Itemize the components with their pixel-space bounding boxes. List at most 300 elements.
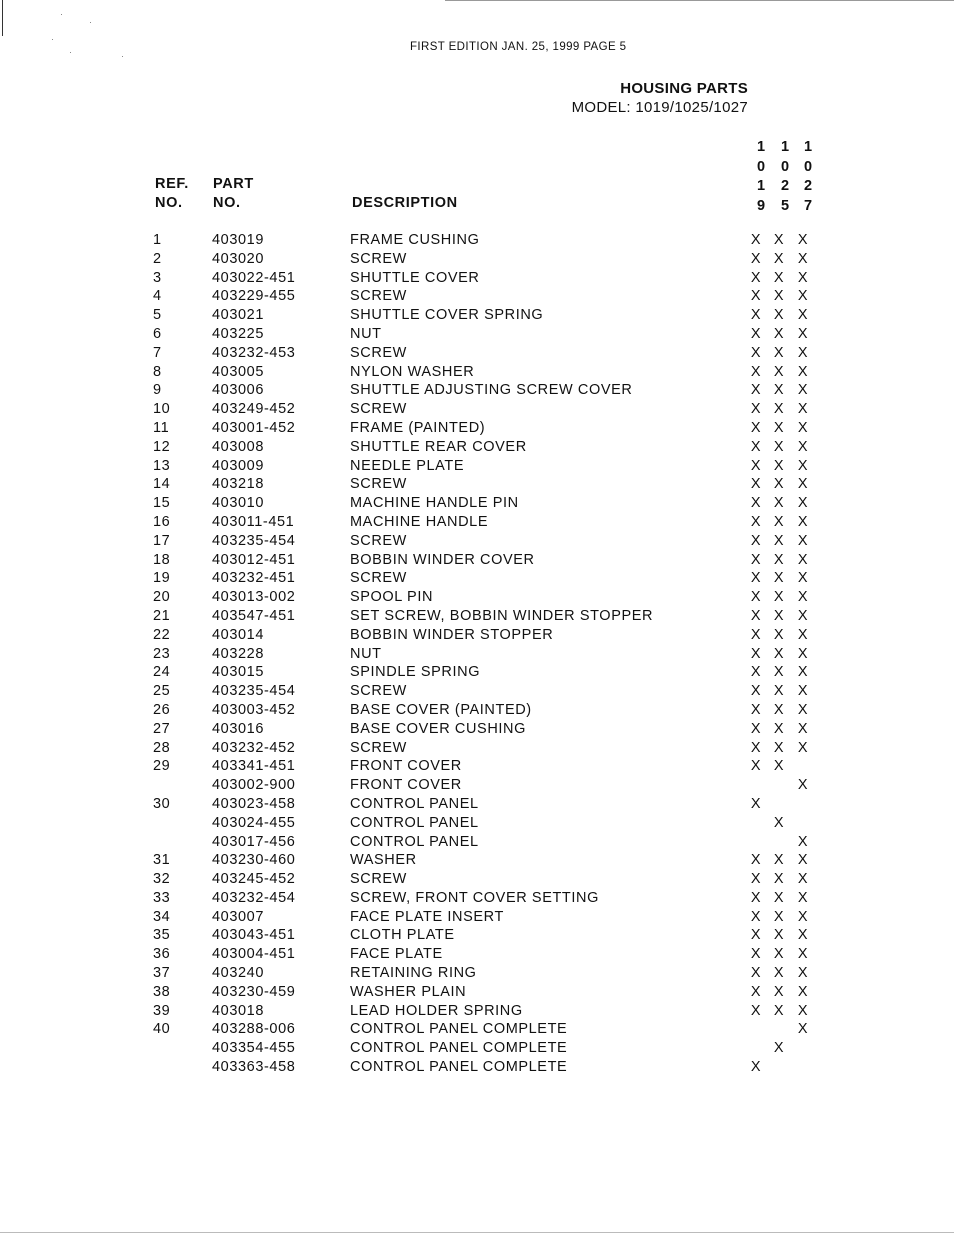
model-applicability-mark: X	[797, 739, 809, 756]
part-header-no: NO.	[213, 195, 241, 211]
scan-speck	[52, 39, 53, 40]
model-applicability-mark: X	[750, 589, 762, 606]
model-applicability-mark: X	[797, 250, 809, 267]
ref-number: 13	[153, 457, 171, 474]
table-row	[0, 870, 954, 889]
part-number: 403043-451	[212, 927, 296, 944]
model-applicability-mark: X	[773, 344, 785, 361]
edition-line: FIRST EDITION JAN. 25, 1999 PAGE 5	[410, 41, 627, 53]
model-digit: 9	[756, 197, 766, 214]
model-applicability-mark: X	[773, 607, 785, 624]
model-applicability-mark: X	[773, 532, 785, 549]
part-number: 403232-454	[212, 889, 296, 906]
ref-number: 10	[153, 401, 171, 418]
table-row	[0, 231, 954, 250]
part-description: MACHINE HANDLE PIN	[350, 495, 519, 512]
model-applicability-mark: X	[773, 551, 785, 568]
model-applicability-mark: X	[773, 288, 785, 305]
table-row	[0, 814, 954, 833]
model-digit: 7	[803, 197, 813, 214]
table-row	[0, 701, 954, 720]
part-description: CONTROL PANEL COMPLETE	[350, 1059, 568, 1076]
table-row	[0, 945, 954, 964]
model-applicability-mark: X	[750, 513, 762, 530]
model-applicability-mark: X	[750, 983, 762, 1000]
part-description: FRONT COVER	[350, 758, 462, 775]
table-row	[0, 306, 954, 325]
section-title: HOUSING PARTS	[620, 80, 748, 97]
part-description: LEAD HOLDER SPRING	[350, 1002, 523, 1019]
part-number: 403232-452	[212, 739, 296, 756]
ref-number: 37	[153, 965, 171, 982]
model-applicability-mark: X	[797, 288, 809, 305]
model-applicability-mark: X	[773, 645, 785, 662]
table-row	[0, 1039, 954, 1058]
model-applicability-mark: X	[797, 889, 809, 906]
part-number: 403235-454	[212, 683, 296, 700]
ref-number: 30	[153, 795, 171, 812]
model-applicability-mark: X	[773, 476, 785, 493]
ref-number: 4	[153, 288, 162, 305]
part-description: MACHINE HANDLE	[350, 513, 489, 530]
ref-header-no: NO.	[155, 195, 183, 211]
model-applicability-mark: X	[797, 438, 809, 455]
model-header-1027	[801, 138, 815, 216]
model-header-1025	[778, 138, 792, 216]
ref-number: 3	[153, 269, 162, 286]
part-number: 403004-451	[212, 946, 296, 963]
model-applicability-mark: X	[750, 852, 762, 869]
part-number: 403240	[212, 965, 264, 982]
ref-number: 27	[153, 720, 171, 737]
model-applicability-mark: X	[797, 777, 809, 794]
model-applicability-mark: X	[750, 250, 762, 267]
table-row	[0, 851, 954, 870]
model-applicability-mark: X	[750, 495, 762, 512]
table-row	[0, 381, 954, 400]
table-row	[0, 908, 954, 927]
model-line: MODEL: 1019/1025/1027	[571, 99, 748, 116]
model-digit: 0	[803, 158, 813, 175]
model-applicability-mark: X	[797, 344, 809, 361]
ref-number: 22	[153, 626, 171, 643]
part-number: 403245-452	[212, 871, 296, 888]
part-description: SHUTTLE REAR COVER	[350, 438, 527, 455]
part-number: 403006	[212, 382, 264, 399]
part-number: 403288-006	[212, 1021, 296, 1038]
model-header-1019	[754, 138, 768, 216]
ref-number: 20	[153, 589, 171, 606]
part-number: 403232-453	[212, 344, 296, 361]
model-applicability-mark: X	[797, 664, 809, 681]
table-row	[0, 419, 954, 438]
model-applicability-mark: X	[797, 476, 809, 493]
model-applicability-mark: X	[750, 664, 762, 681]
ref-number: 28	[153, 739, 171, 756]
model-applicability-mark: X	[773, 1002, 785, 1019]
model-applicability-mark: X	[797, 401, 809, 418]
model-applicability-mark: X	[797, 720, 809, 737]
table-row	[0, 363, 954, 382]
model-applicability-mark: X	[797, 871, 809, 888]
part-number: 403021	[212, 307, 264, 324]
part-number: 403022-451	[212, 269, 296, 286]
model-applicability-mark: X	[797, 908, 809, 925]
model-applicability-mark: X	[773, 965, 785, 982]
model-applicability-mark: X	[773, 457, 785, 474]
model-applicability-mark: X	[750, 795, 762, 812]
part-description: FRAME CUSHING	[350, 232, 480, 248]
model-applicability-mark: X	[797, 269, 809, 286]
part-description: NUT	[350, 645, 382, 662]
model-applicability-mark: X	[797, 551, 809, 568]
model-applicability-mark: X	[797, 495, 809, 512]
part-description: SCREW	[350, 288, 407, 305]
part-number: 403003-452	[212, 701, 296, 718]
model-applicability-mark: X	[773, 889, 785, 906]
part-description: SCREW	[350, 476, 407, 493]
part-number: 403228	[212, 645, 264, 662]
ref-number: 32	[153, 871, 171, 888]
ref-number: 8	[153, 363, 162, 380]
table-row	[0, 457, 954, 476]
scan-speck	[61, 14, 62, 15]
table-row	[0, 513, 954, 532]
table-row	[0, 682, 954, 701]
model-applicability-mark: X	[750, 871, 762, 888]
part-description: FRAME (PAINTED)	[350, 419, 486, 436]
model-applicability-mark: X	[773, 513, 785, 530]
model-applicability-mark: X	[773, 269, 785, 286]
model-applicability-mark: X	[750, 701, 762, 718]
part-number: 403225	[212, 325, 264, 342]
model-applicability-mark: X	[750, 363, 762, 380]
model-applicability-mark: X	[750, 720, 762, 737]
model-digit: 1	[803, 139, 813, 155]
part-description: FACE PLATE INSERT	[350, 908, 504, 925]
model-applicability-mark: X	[797, 965, 809, 982]
ref-number: 16	[153, 513, 171, 530]
part-number: 403008	[212, 438, 264, 455]
model-applicability-mark: X	[797, 1021, 809, 1038]
model-applicability-mark: X	[750, 946, 762, 963]
model-applicability-mark: X	[750, 288, 762, 305]
ref-number: 26	[153, 701, 171, 718]
part-number: 403547-451	[212, 607, 296, 624]
model-applicability-mark: X	[773, 626, 785, 643]
ref-number: 1	[153, 232, 162, 248]
model-digit: 1	[756, 178, 766, 194]
model-digit: 5	[780, 197, 790, 214]
model-applicability-mark: X	[773, 232, 785, 248]
ref-number: 33	[153, 889, 171, 906]
table-row	[0, 720, 954, 739]
table-row	[0, 551, 954, 570]
part-description: CONTROL PANEL	[350, 833, 479, 850]
model-applicability-mark: X	[797, 645, 809, 662]
table-row	[0, 1002, 954, 1021]
part-description: SHUTTLE COVER	[350, 269, 480, 286]
part-description: SHUTTLE ADJUSTING SCREW COVER	[350, 382, 633, 399]
model-applicability-mark: X	[773, 438, 785, 455]
model-applicability-mark: X	[773, 927, 785, 944]
model-applicability-mark: X	[797, 570, 809, 587]
model-applicability-mark: X	[773, 983, 785, 1000]
model-applicability-mark: X	[797, 683, 809, 700]
model-applicability-mark: X	[797, 307, 809, 324]
table-row	[0, 926, 954, 945]
model-applicability-mark: X	[773, 758, 785, 775]
ref-number: 29	[153, 758, 171, 775]
model-applicability-mark: X	[773, 908, 785, 925]
part-number: 403019	[212, 232, 264, 248]
scan-speck	[122, 56, 123, 57]
model-digit: 1	[756, 139, 766, 155]
model-applicability-mark: X	[750, 607, 762, 624]
table-row	[0, 588, 954, 607]
part-description: SCREW, FRONT COVER SETTING	[350, 889, 599, 906]
part-number: 403218	[212, 476, 264, 493]
ref-number: 25	[153, 683, 171, 700]
table-row	[0, 645, 954, 664]
scan-speck	[90, 22, 91, 23]
model-applicability-mark: X	[750, 1059, 762, 1076]
table-row	[0, 983, 954, 1002]
part-description: BOBBIN WINDER STOPPER	[350, 626, 554, 643]
ref-number: 34	[153, 908, 171, 925]
model-applicability-mark: X	[750, 419, 762, 436]
model-applicability-mark: X	[773, 589, 785, 606]
model-applicability-mark: X	[773, 401, 785, 418]
table-row	[0, 889, 954, 908]
table-row	[0, 400, 954, 419]
part-number: 403014	[212, 626, 264, 643]
model-applicability-mark: X	[750, 232, 762, 248]
model-digit: 2	[803, 178, 813, 194]
table-row	[0, 626, 954, 645]
part-description: SCREW	[350, 683, 407, 700]
model-applicability-mark: X	[773, 382, 785, 399]
part-description: WASHER	[350, 852, 417, 869]
part-number: 403023-458	[212, 795, 296, 812]
part-number: 403001-452	[212, 419, 296, 436]
model-applicability-mark: X	[750, 1002, 762, 1019]
model-applicability-mark: X	[797, 946, 809, 963]
part-description: SET SCREW, BOBBIN WINDER STOPPER	[350, 607, 654, 624]
model-applicability-mark: X	[797, 589, 809, 606]
part-description: FRONT COVER	[350, 777, 462, 794]
model-applicability-mark: X	[773, 325, 785, 342]
part-number: 403230-460	[212, 852, 296, 869]
part-number: 403017-456	[212, 833, 296, 850]
part-number: 403018	[212, 1002, 264, 1019]
model-applicability-mark: X	[750, 551, 762, 568]
model-applicability-mark: X	[797, 852, 809, 869]
model-applicability-mark: X	[750, 382, 762, 399]
part-number: 403232-451	[212, 570, 296, 587]
part-description: CONTROL PANEL COMPLETE	[350, 1021, 568, 1038]
part-number: 403229-455	[212, 288, 296, 305]
part-description: SCREW	[350, 871, 407, 888]
table-row	[0, 269, 954, 288]
part-description: CLOTH PLATE	[350, 927, 455, 944]
part-description: BASE COVER CUSHING	[350, 720, 526, 737]
model-applicability-mark: X	[797, 607, 809, 624]
ref-number: 6	[153, 325, 162, 342]
part-number: 403016	[212, 720, 264, 737]
ref-number: 5	[153, 307, 162, 324]
model-applicability-mark: X	[750, 438, 762, 455]
part-number: 403005	[212, 363, 264, 380]
part-header: PART	[213, 176, 254, 192]
ref-number: 18	[153, 551, 171, 568]
model-applicability-mark: X	[773, 814, 785, 831]
table-row	[0, 494, 954, 513]
model-applicability-mark: X	[750, 908, 762, 925]
ref-number: 31	[153, 852, 171, 869]
table-row	[0, 739, 954, 758]
model-applicability-mark: X	[750, 739, 762, 756]
model-applicability-mark: X	[750, 532, 762, 549]
part-description: FACE PLATE	[350, 946, 443, 963]
model-applicability-mark: X	[773, 720, 785, 737]
model-applicability-mark: X	[773, 871, 785, 888]
model-applicability-mark: X	[797, 457, 809, 474]
model-applicability-mark: X	[773, 701, 785, 718]
part-number: 403015	[212, 664, 264, 681]
model-applicability-mark: X	[773, 852, 785, 869]
ref-number: 14	[153, 476, 171, 493]
part-description: SCREW	[350, 250, 407, 267]
model-applicability-mark: X	[797, 833, 809, 850]
part-description: SPINDLE SPRING	[350, 664, 481, 681]
part-description: NYLON WASHER	[350, 363, 475, 380]
table-row	[0, 1020, 954, 1039]
part-description: WASHER PLAIN	[350, 983, 467, 1000]
part-number: 403341-451	[212, 758, 296, 775]
model-applicability-mark: X	[773, 307, 785, 324]
ref-number: 23	[153, 645, 171, 662]
part-number: 403024-455	[212, 814, 296, 831]
part-number: 403020	[212, 250, 264, 267]
part-description: RETAINING RING	[350, 965, 477, 982]
page-top-edge	[445, 0, 954, 1]
model-applicability-mark: X	[773, 1040, 785, 1057]
part-number: 403002-900	[212, 777, 296, 794]
part-number: 403363-458	[212, 1059, 296, 1076]
model-digit: 0	[780, 158, 790, 175]
table-row	[0, 475, 954, 494]
model-applicability-mark: X	[750, 927, 762, 944]
model-applicability-mark: X	[797, 1002, 809, 1019]
model-applicability-mark: X	[750, 325, 762, 342]
page-bottom-edge	[0, 1232, 954, 1233]
model-applicability-mark: X	[797, 626, 809, 643]
part-description: CONTROL PANEL	[350, 795, 479, 812]
model-applicability-mark: X	[750, 889, 762, 906]
part-description: SHUTTLE COVER SPRING	[350, 307, 544, 324]
part-number: 403010	[212, 495, 264, 512]
table-row	[0, 569, 954, 588]
table-row	[0, 250, 954, 269]
model-digit: 2	[780, 178, 790, 194]
part-description: BOBBIN WINDER COVER	[350, 551, 535, 568]
table-row	[0, 964, 954, 983]
part-description: NEEDLE PLATE	[350, 457, 465, 474]
part-description: BASE COVER (PAINTED)	[350, 701, 532, 718]
model-applicability-mark: X	[750, 344, 762, 361]
part-description: SPOOL PIN	[350, 589, 434, 606]
table-row	[0, 1058, 954, 1077]
model-applicability-mark: X	[773, 250, 785, 267]
part-number: 403007	[212, 908, 264, 925]
model-applicability-mark: X	[773, 664, 785, 681]
part-description: SCREW	[350, 570, 407, 587]
ref-number: 38	[153, 983, 171, 1000]
model-applicability-mark: X	[797, 419, 809, 436]
table-row	[0, 833, 954, 852]
part-description: CONTROL PANEL	[350, 814, 479, 831]
model-applicability-mark: X	[773, 495, 785, 512]
model-applicability-mark: X	[773, 683, 785, 700]
model-applicability-mark: X	[797, 701, 809, 718]
ref-number: 24	[153, 664, 171, 681]
table-row	[0, 344, 954, 363]
ref-number: 11	[153, 419, 170, 436]
table-row	[0, 663, 954, 682]
ref-number: 7	[153, 344, 162, 361]
model-applicability-mark: X	[797, 532, 809, 549]
part-number: 403009	[212, 457, 264, 474]
table-row	[0, 438, 954, 457]
model-applicability-mark: X	[773, 363, 785, 380]
part-description: NUT	[350, 325, 382, 342]
ref-number: 15	[153, 495, 171, 512]
model-applicability-mark: X	[773, 739, 785, 756]
model-applicability-mark: X	[750, 645, 762, 662]
table-row	[0, 776, 954, 795]
table-row	[0, 287, 954, 306]
part-number: 403249-452	[212, 401, 296, 418]
ref-number: 36	[153, 946, 171, 963]
part-description: SCREW	[350, 344, 407, 361]
model-applicability-mark: X	[797, 382, 809, 399]
part-description: CONTROL PANEL COMPLETE	[350, 1040, 568, 1057]
ref-number: 12	[153, 438, 171, 455]
model-applicability-mark: X	[773, 570, 785, 587]
model-digit: 0	[756, 158, 766, 175]
part-description: SCREW	[350, 401, 407, 418]
part-description: SCREW	[350, 532, 407, 549]
ref-number: 19	[153, 570, 171, 587]
table-row	[0, 607, 954, 626]
model-applicability-mark: X	[750, 758, 762, 775]
model-applicability-mark: X	[797, 927, 809, 944]
model-applicability-mark: X	[773, 946, 785, 963]
ref-number: 2	[153, 250, 162, 267]
model-applicability-mark: X	[750, 269, 762, 286]
part-description: SCREW	[350, 739, 407, 756]
model-applicability-mark: X	[750, 683, 762, 700]
model-applicability-mark: X	[750, 570, 762, 587]
table-row	[0, 757, 954, 776]
part-number: 403012-451	[212, 551, 296, 568]
model-applicability-mark: X	[797, 363, 809, 380]
table-row	[0, 325, 954, 344]
parts-table	[0, 231, 954, 1077]
model-applicability-mark: X	[773, 419, 785, 436]
model-applicability-mark: X	[797, 232, 809, 248]
